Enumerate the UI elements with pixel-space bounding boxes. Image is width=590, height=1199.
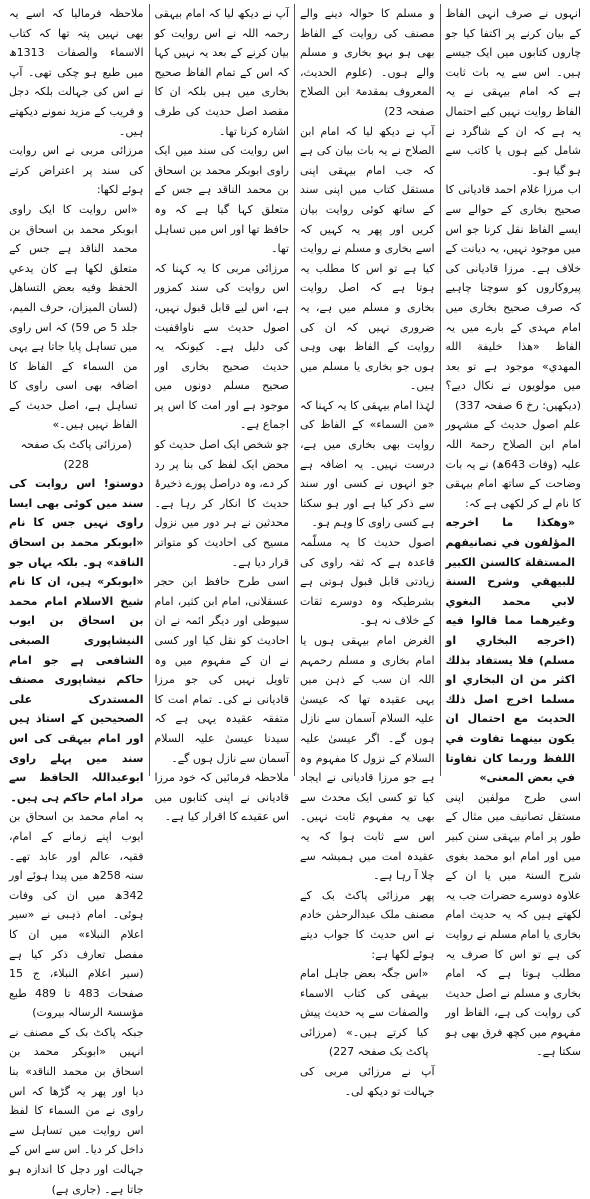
paragraph: مرزائی مربی نے اس روایت کی سند پر اعتراض کرتے ہوئے لکھا: [9, 144, 144, 197]
paragraph: جبکہ پاکٹ بک کے مصنف نے انہیں «ابوبکر محمد بن اسحاق بن محمد الناقد» بنا دیا اور پھر یہ گڑھا کہ اس راوی نے من السماء کا لفظ اس روایت میں تساہل سے داخل کر دیا۔ اس سے اس کے جہالت اور دجل کا اندازہ ہو جاتا ہے۔ (جاری ہے) [9, 1025, 144, 1196]
paragraph: اسی طرح مولفین اپنی مستقل تصانیف میں مثال کے طور پر امام بیہقی سنن کبیر میں اور امام ابو محمد بغوی شرح السنۃ میں یا ان کے علاوہ دوسرے حضرات جب یہ لکھتے ہیں کہ یہ حدیث امام بخاری یا امام مسلم نے روایت کی ہے تو اس کا صرف یہ مطلب ہوتا ہے کہ امام بخاری و مسلم نے اصل حدیث کی روایت کی ہے، الفاظ اور مفہوم میں کچھ فرق بھی ہو سکتا ہے۔ [445, 790, 581, 1059]
quoted-passage: «اس روایت کا ایک راوی ابوبکر محمد بن اسحاق بن محمد الناقد ہے جس کے متعلق لکھا ہے کان يدعي الحفظ وفيه بعض التساهل (لسان المیزان، حرف المیم، جلد 5 ص 59) کہ اس راوی میں تساہل پایا جاتا ہے یہی من السماء کے الفاظ کا اضافہ بھی اسی راوی کا تساہل ہے، اصل حدیث کے الفاظ نہیں ہیں۔» [9, 202, 138, 432]
citation: (مرزائی پاکٹ بک صفحہ 228) [20, 438, 132, 471]
paragraph: علم اصول حدیث کے مشہور امام ابن الصلاح رحمۃ اللہ علیہ (وفات 643ھ) نے یہ بات وضاحت کے ساتھ امام بیہقی کا نام لے کر لکھی ہے کہ: [445, 418, 581, 510]
column-2 [295, 4, 441, 1098]
column-4 [4, 4, 150, 1196]
column-3 [150, 4, 296, 824]
paragraph: اس روایت کی سند میں ایک راوی ابوبکر محمد بن اسحاق بن محمد الناقد ہے جس کے متعلق کہا گیا ہے کہ وہ حافظ تھا اور اس میں تساہل تھا۔ [154, 144, 289, 256]
paragraph: پھر مرزائی پاکٹ بک کے مصنف ملک عبدالرحمٰن خادم نے اس حدیث کا جواب دیتے ہوئے لکھا ہے: [300, 888, 435, 961]
paragraph: مرزائی مربی کا یہ کہنا کہ اس روایت کی سند کمزور ہے، اس لیے قابل قبول نہیں، اصول حدیث سے ناواقفیت کی دلیل ہے۔ کیونکہ یہ حدیث صحیح بخاری اور صحیح مسلم دونوں میں موجود ہے اور امت کا اس پر اجماع ہے۔ [154, 261, 289, 432]
paragraph: آپ نے دیکھ لیا کہ امام ابن الصلاح نے یہ بات بیان کی ہے کہ جب امام بیہقی اپنی مستقل کتاب میں اپنی سند کے ساتھ کوئی روایت بیان کریں اور پھر یہ کہیں کہ اسے بخاری و مسلم نے روایت کیا ہے تو اس کا مطلب یہ ہوتا ہے کہ اصل روایت بخاری و مسلم میں ہے، یہ ضروری نہیں کہ ان کی روایت کے الفاظ بھی وہی ہوں جو بخاری یا مسلم میں ہیں۔ [300, 124, 435, 393]
paragraph: لہٰذا امام بیہقی کا یہ کہنا کہ «من السماء» کے الفاظ کی روایت بھی بخاری میں ہے، درست نہیں۔ یہ اضافہ ہے جو انہوں نے کسی اور سند سے ذکر کیا ہے اور ہو سکتا ہے کسی راوی کا وہم ہو۔ [300, 398, 435, 530]
paragraph: جو شخص ایک اصل حدیث کو محض ایک لفظ کی بنا پر رد کر دے، وہ دراصل پورے ذخیرۂ حدیث کا انکار کر رہا ہے۔ محدثین نے ہر دور میں نزول مسیح کی احادیث کو متواتر قرار دیا ہے۔ [154, 438, 289, 569]
column-1 [441, 4, 587, 1059]
paragraph: اصول حدیث کا یہ مسلّمہ قاعدہ ہے کہ ثقہ راوی کی زیادتی قابل قبول ہوتی ہے بشرطیکہ وہ دوسرے ثقات کے خلاف نہ ہو۔ [300, 536, 435, 628]
paragraph: اب مرزا غلام احمد قادیانی کا صحیح بخاری کے حوالے سے ایسے الفاظ نقل کرنا جو اس میں موجود نہیں، یہ دیانت کے خلاف ہے۔ مرزا قادیانی کی پیروکاروں کو سوچنا چاہیے کہ صرف صحیح بخاری میں امام مہدی کے بارے میں یہ الفاظ «هذا خليفة الله المهدي» موجود ہے تو بعد میں مولویوں نے نکال دیے؟ (دیکھیں: رخ 6 صفحہ 337) [445, 183, 581, 412]
paragraph: آپ نے دیکھ لیا کہ امام بیہقی رحمہ اللہ نے اس روایت کو بیان کرنے کے بعد یہ نہیں کہا کہ اس کے تمام الفاظ صحیح بخاری میں ہیں بلکہ ان کا مقصد اصل حدیث کی طرف اشارہ کرنا تھا۔ [154, 7, 289, 138]
paragraph: و مسلم کا حوالہ دینے والے مصنف کی روایت کے الفاظ بھی ہو بہو بخاری و مسلم والے ہوں۔ (علوم الحدیث، المعروف بمقدمۃ ابن الصلاح صفحہ 23) [300, 7, 435, 118]
paragraph: انہوں نے صرف انہی الفاظ کے بیان کرنے پر اکتفا کیا جو چاروں کتابوں میں ایک جیسے ہیں۔ اس سے یہ بات ثابت ہے کہ امام بیہقی نے یہ الفاظ روایت نہیں کیے احتمال یہ ہے کہ ان کے شاگرد نے شامل کیے ہوں یا کاتب سے ہو گیا ہو۔ [445, 7, 581, 177]
paragraph: یہ امام محمد بن اسحاق بن ایوب اپنے زمانے کے امام، فقیہ، عالم اور عابد تھے۔ سنہ 258ھ میں پیدا ہوئے اور 342ھ میں ان کی وفات ہوئی۔ امام ذہبی نے «سیر اعلام النبلاء» میں ان کا مفصل تعارف ذکر کیا ہے (سیر اعلام النبلاء، ج 15 صفحات 483 تا 489 طبع مؤسسۃ الرسالہ بیروت) [9, 810, 144, 1020]
paragraph: الغرض امام بیہقی ہوں یا امام بخاری و مسلم رحمہم اللہ ان سب کے ذہن میں یہی عقیدہ تھا کہ عیسیٰ علیہ السلام آسمان سے نازل ہوں گے۔ اگر عیسیٰ علیہ السلام کے نزول کا مفہوم وہ ہے جو مرزا قادیانی نے ایجاد کیا تو کسی ایک محدث سے بھی یہ مفہوم ثابت نہیں۔ اس سے ثابت ہوا کہ یہ عقیدہ امت میں ہمیشہ سے چلا آ رہا ہے۔ [300, 634, 435, 883]
quoted-passage: «اس جگہ بعض جاہل امام بیہقی کی کتاب الاسماء والصفات سے یہ حدیث پیش کیا کرتے ہیں۔» (مرزائی پاکٹ بک صفحہ 227) [300, 967, 429, 1059]
paragraph: دوستو! اس روایت کی سند میں کوئی بھی ایسا راوی نہیں جس کا نام «ابوبکر محمد بن اسحاق الناقد» ہو۔ بلکہ یہاں جو «ابوبکر» ہیں، ان کا نام شیخ الاسلام امام محمد بن اسحاق بن ایوب النیشاپوری الصبغی الشافعی ہے جو امام حاکم نیشاپوری مصنف المستدرک علی الصحیحین کے استاذ ہیں اور امام بیہقی کی اس سند میں پہلے راوی ابوعبداللہ الحافظ سے مراد امام حاکم ہی ہیں۔ [9, 477, 144, 804]
paragraph: ملاحظہ فرمائیں کہ خود مرزا قادیانی نے اپنی کتابوں میں اس عقیدے کا اقرار کیا ہے۔ [154, 771, 289, 824]
arabic-quote: «وهكذا ما اخرجه المؤلفون في تصانيفهم المستقلة كالسنن الكبير للبيهقي وشرح السنة لابي محمد البغوي وغيرهما مما قالوا فيه (اخرجه البخاري او مسلم) فلا يستفاد بذلك اكثر من ان البخاري او مسلما اخرج اصل ذلك الحديث مع احتمال ان يكون بينهما تفاوت في اللفظ وربما كان تفاوتا في بعض المعنى» [445, 516, 575, 785]
paragraph: آپ نے مرزائی مربی کی جہالت تو دیکھ لی۔ [300, 1065, 435, 1098]
paragraph: اسی طرح حافظ ابن حجر عسقلانی، امام ابن کثیر، امام سیوطی اور دیگر ائمہ نے ان احادیث کو نقل کیا اور کسی نے ان کے مفہوم میں وہ تاویل نہیں کی جو مرزا قادیانی نے کی۔ تمام امت کا متفقہ عقیدہ یہی ہے کہ سیدنا عیسیٰ علیہ السلام آسمان سے نازل ہوں گے۔ [154, 575, 289, 765]
paragraph: ملاحظہ فرمالیا کہ اسے یہ بھی نہیں پتہ تھا کہ کتاب الاسماء والصفات 1313ھ میں طبع ہو چکی تھی۔ آپ نے اس کی جہالت بلکہ دجل و فریب کے مزید نمونے دیکھتے ہیں۔ [9, 7, 144, 138]
